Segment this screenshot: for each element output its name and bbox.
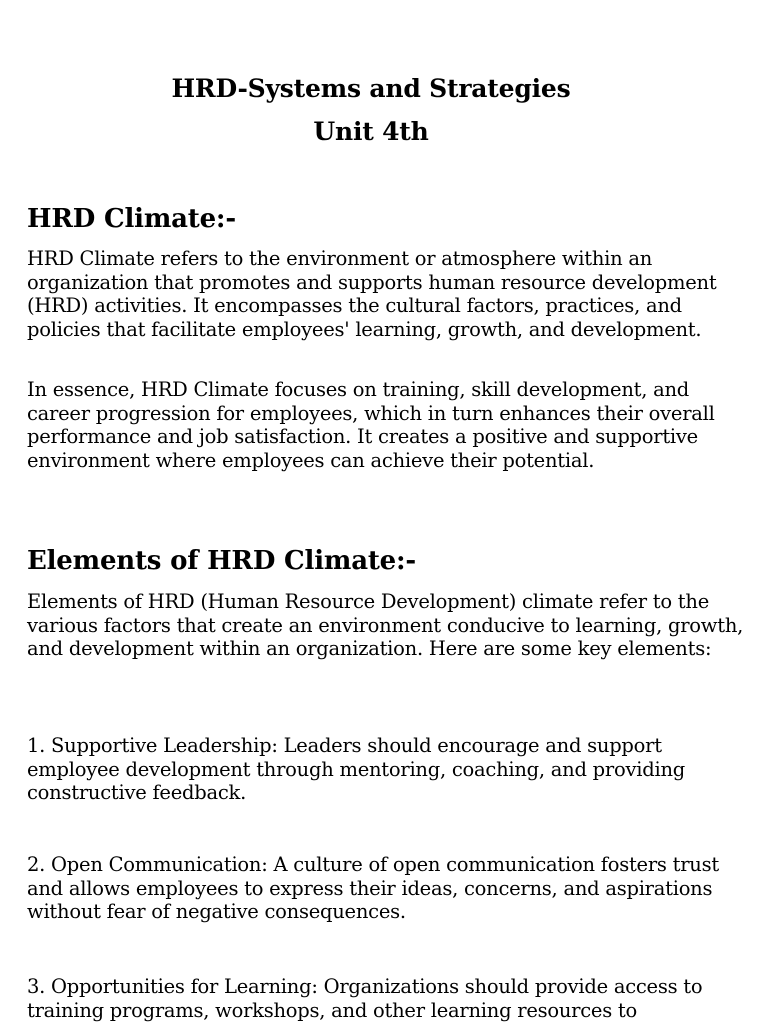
document-title: HRD-Systems and Strategies bbox=[171, 74, 571, 103]
list-item-supportive-leadership: 1. Supportive Leadership: Leaders should encourage and support employee development through mentoring, coaching, and providing constructive feedback. bbox=[27, 734, 685, 805]
section-heading-hrd-climate: HRD Climate:- bbox=[27, 204, 236, 234]
list-item-opportunities-for-learning: 3. Opportunities for Learning: Organizations should provide access to training programs, workshops, and other learning resources to bbox=[27, 975, 703, 1022]
document-subtitle: Unit 4th bbox=[313, 117, 429, 146]
paragraph-elements-intro: Elements of HRD (Human Resource Development) climate refer to the various factors that create an environment conducive to learning, growth, and development within an organization. Here are some key elements: bbox=[27, 590, 744, 661]
list-item-open-communication: 2. Open Communication: A culture of open communication fosters trust and allows employees to express their ideas, concerns, and aspirations without fear of negative consequences. bbox=[27, 853, 719, 924]
paragraph-hrd-climate-definition: HRD Climate refers to the environment or atmosphere within an organization that promotes and supports human resource development (HRD) activities. It encompasses the cultural factors, practices, and policies that facilitate employees' learning, growth, and development. bbox=[27, 247, 717, 341]
paragraph-hrd-climate-essence: In essence, HRD Climate focuses on training, skill development, and career progression for employees, which in turn enhances their overall performance and job satisfaction. It creates a positive and supportive environment where employees can achieve their potential. bbox=[27, 378, 715, 472]
section-heading-elements: Elements of HRD Climate:- bbox=[27, 546, 416, 576]
